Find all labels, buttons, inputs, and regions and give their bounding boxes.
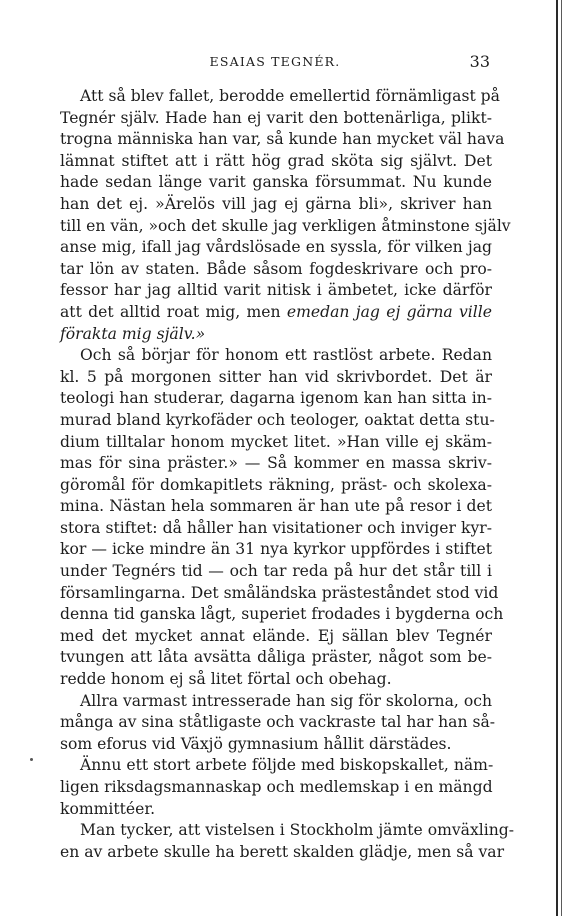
text-line: teologi han studerar, dagarna igenom kan han sitta in-: [60, 389, 492, 408]
margin-mark: [30, 758, 33, 761]
text-line: kl. 5 på morgonen sitter han vid skrivbordet. Det är: [60, 367, 492, 386]
text-line: mina. Nästan hela sommaren är han ute på resor i det: [60, 497, 492, 516]
italic-span: emedan jag ej gärna ville: [286, 302, 492, 321]
page-number: 33: [469, 52, 490, 71]
text-line: trogna människa han var, så kunde han mycket väl hava: [60, 130, 505, 149]
text-line: anse mig, ifall jag vårdslösade en syssla, för vilken jag: [60, 238, 492, 257]
text-line: Att så blev fallet, berodde emellertid förnämligast på: [80, 87, 500, 105]
text-line: dium tilltalar honom mycket litet. »Han ville ej skäm-: [60, 432, 492, 451]
text-line: tvungen att låta avsätta dåliga präster, något som be-: [60, 648, 492, 667]
text-line: göromål för domkapitlets räkning, präst- och skolexa-: [60, 475, 492, 494]
text-line: kommittéer.: [60, 799, 156, 818]
text-line: Och så börjar för honom ett rastlöst arbete. Redan: [80, 346, 492, 365]
text-line: tar lön av staten. Både såsom fogdeskrivare och pro-: [60, 259, 492, 278]
text-line: en av arbete skulle ha berett skalden glädje, men så var: [60, 842, 505, 861]
body-text: [60, 86, 515, 863]
text-line: lämnat stiftet att i rätt hög grad sköta sig självt. Det: [60, 151, 492, 170]
page-edge: [556, 0, 568, 916]
running-head: ESAIAS TEGNÉR.: [209, 54, 341, 69]
text-line: denna tid ganska lågt, superiet frodades i bygderna och: [60, 605, 504, 624]
text-line: till en vän, »och det skulle jag verkligen åtminstone själv: [60, 216, 511, 235]
text-line: Man tycker, att vistelsen i Stockholm jämte omväxling-: [80, 821, 515, 840]
text-line: han det ej. »Ärelös vill jag ej gärna bli», skriver han: [60, 194, 492, 213]
text-line: med det mycket annat elände. Ej sällan blev Tegnér: [60, 626, 492, 645]
text-line: som eforus vid Växjö gymnasium hållit därstädes.: [60, 734, 452, 753]
text-line: många av sina ståtligaste och vackraste tal har han så-: [60, 713, 496, 732]
text-line: hade sedan länge varit ganska försummat. Nu kunde: [60, 173, 492, 192]
text-line: mas för sina präster.» — Så kommer en massa skriv-: [60, 454, 492, 473]
text-line: Allra varmast intresserade han sig för skolorna, och: [80, 691, 492, 710]
text-span: att det alltid roat mig, men: [60, 302, 281, 321]
text-line: Ännu ett stort arbete följde med biskopskallet, näm-: [80, 756, 494, 775]
text-line: stora stiftet: då håller han visitationer och inviger kyr-: [60, 518, 492, 537]
text-line: ligen riksdagsmannaskap och medlemskap i en mängd: [60, 778, 493, 796]
text-line: redde honom ej så litet förtal och obehag.: [60, 670, 392, 689]
text-line: Tegnér själv. Hade han ej varit den bottenärliga, plikt-: [60, 108, 492, 127]
text-line: kor — icke mindre än 31 nya kyrkor uppfördes i stiftet: [60, 540, 492, 559]
text-line-italic: förakta mig själv.»: [60, 324, 206, 343]
text-line: under Tegnérs tid — och tar reda på hur det står till i: [60, 562, 492, 581]
text-line: murad bland kyrkofäder och teologer, oaktat detta stu-: [60, 410, 495, 429]
text-line: fessor har jag alltid varit nitisk i ämbetet, icke därför: [60, 281, 492, 300]
text-line-mixed: [60, 302, 492, 324]
text-line: församlingarna. Det småländska prästeståndet stod vid: [60, 583, 499, 602]
page-header: [60, 52, 490, 76]
